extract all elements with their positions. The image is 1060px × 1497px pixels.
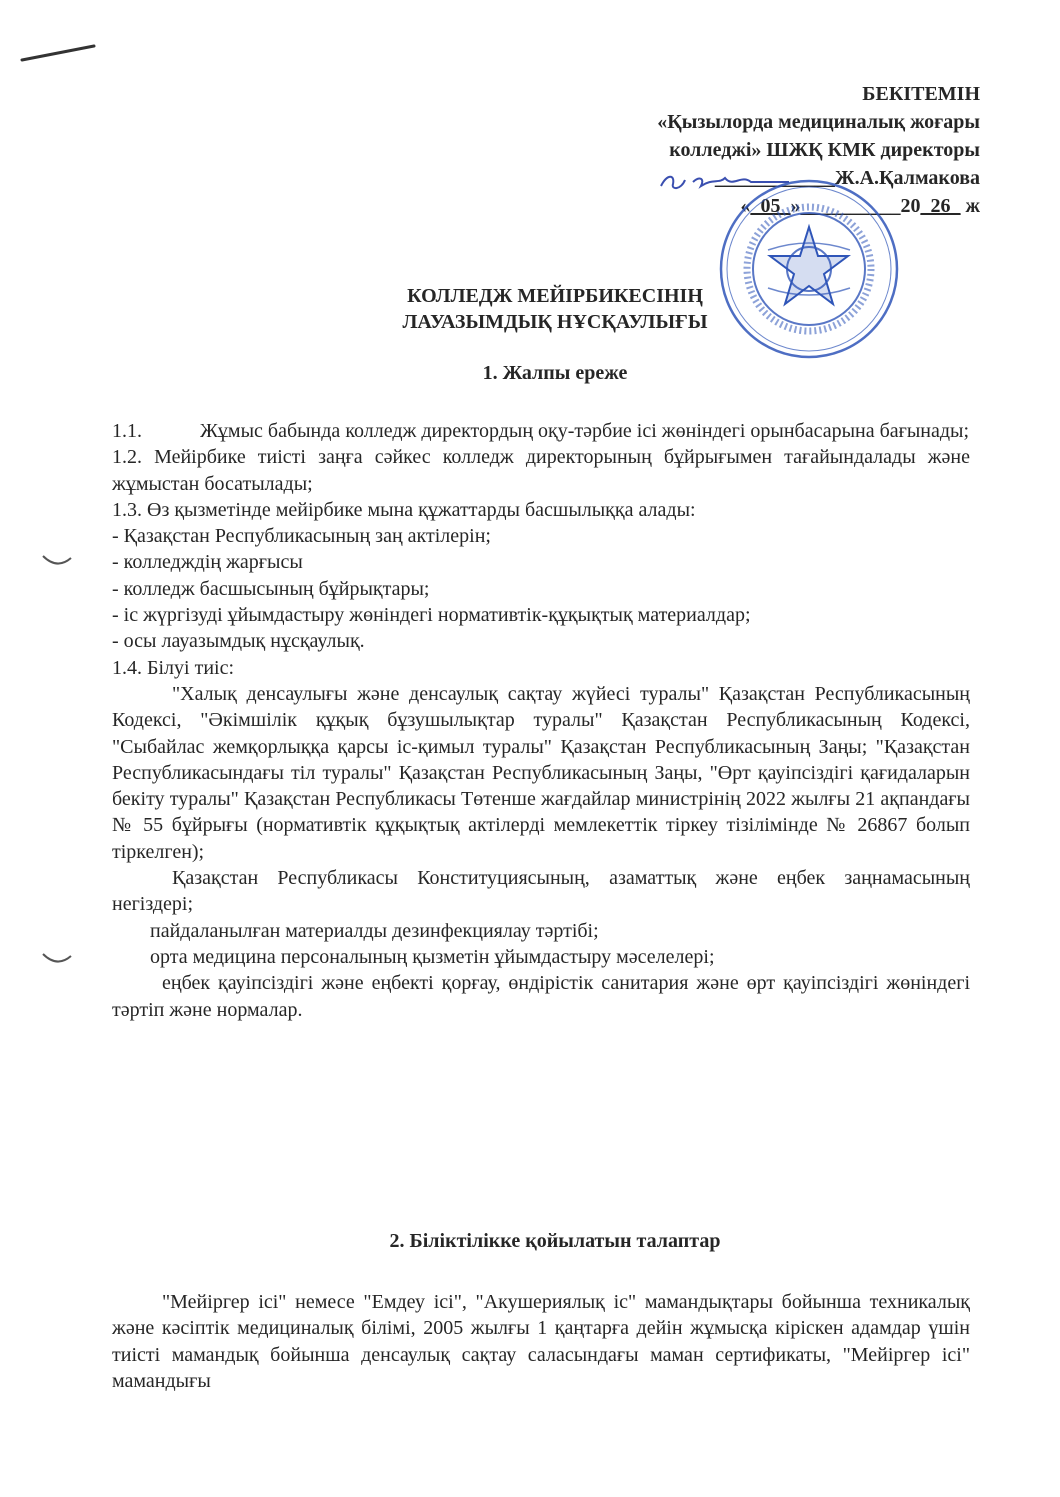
paragraph-disinfection: пайдаланылған материалды дезинфекциялау тәртібі; <box>150 919 599 942</box>
item-1-4: 1.4. Білуі тиіс: <box>112 656 235 679</box>
section-1-body <box>112 418 970 1023</box>
paragraph-staff-organization: орта медицина персоналының қызметін ұйымдастыру мәселелері; <box>150 945 715 968</box>
paragraph-safety: еңбек қауіпсіздігі және еңбекті қорғау, өндірістік санитария және өрт қауіпсіздігі жөніндегі тәртіп және нормалар. <box>112 972 970 1021</box>
section-2-heading: 2. Біліктілікке қойылатын талаптар <box>389 1230 721 1252</box>
section-2-body <box>112 1289 970 1394</box>
signatory-name: Ж.А.Қалмакова <box>834 167 980 189</box>
approval-title: БЕКІТЕМІН <box>862 83 980 105</box>
punch-hole-mark <box>40 550 74 572</box>
paragraph-laws: "Халық денсаулығы және денсаулық сақтау жүйесі туралы" Қазақстан Республикасының Кодексі, "Әкімшілік құқық бұзушылықтар туралы" Қазақстан Республикасының Кодексі, "Сыбайлас жемқорлыққа қарсы іс-қимыл туралы" Қазақстан Республикасының Заңы; "Қазақстан Республикасындағы тіл туралы" Қазақстан Республикасының Заңы, "Өрт қауіпсіздігі қағидаларын бекіту туралы" Қазақстан Республикасы Төтенше жағдайлар министрінің 2022 жылғы 21 ақпандағы № 55 бұйрығы (нормативтік құқықтық актілерді мемлекеттік тіркеу тізілімінде № 26867 болып тіркелген); <box>112 682 970 863</box>
section-1-heading: 1. Жалпы ереже <box>482 362 628 384</box>
approval-organization-line2: колледжі» ШЖҚ КМК директоры <box>669 139 980 161</box>
list-item: - осы лауазымдық нұсқаулық. <box>112 630 365 653</box>
date-suffix: ж <box>965 195 980 217</box>
item-1-3: 1.3. Өз қызметінде мейірбике мына құжаттарды басшылыққа алады: <box>112 498 696 521</box>
date-day: 05 <box>760 195 781 217</box>
approval-signatory-line: ____________Ж.А.Қалмакова <box>714 167 980 189</box>
item-1-1 <box>112 418 970 444</box>
approval-organization-line1: «Қызылорда медициналық жоғары <box>657 111 980 133</box>
paragraph-constitution: Қазақстан Республикасы Конституциясының, азаматтық және еңбек заңнамасының негіздері; <box>112 867 970 916</box>
item-1-1-number: 1.1. <box>112 420 142 442</box>
date-year-prefix: 20 <box>900 195 921 217</box>
date-close-quote: » <box>790 195 801 217</box>
item-1-2: 1.2. Мейірбике тиісті заңға сәйкес колледж директорының бұйрығымен тағайындалады және жұмыстан босатылады; <box>112 446 970 495</box>
punch-hole-mark <box>40 948 74 970</box>
document-title <box>350 283 760 335</box>
list-item: - Қазақстан Республикасының заң актілерін; <box>112 525 491 548</box>
item-1-1-text: Жұмыс бабында колледж директордың оқу-тәрбие ісі жөніндегі орынбасарына бағынады; <box>200 420 970 442</box>
list-item: - колледж басшысының бұйрықтары; <box>112 577 430 600</box>
document-title-line2: ЛАУАЗЫМДЫҚ НҰСҚАУЛЫҒЫ <box>402 311 708 333</box>
list-item: - іс жүргізуді ұйымдастыру жөніндегі нормативтік-құқықтық материалдар; <box>112 604 751 627</box>
date-open-quote: « <box>740 195 751 217</box>
date-year-suffix: 26 <box>930 195 951 217</box>
approval-date-line: «_05_»__________20_26_ ж <box>740 195 980 217</box>
scan-stroke-mark <box>18 38 98 68</box>
list-item: - колледждің жарғысы <box>112 551 303 574</box>
section-2-paragraph: "Мейіргер ісі" немесе "Емдеу ісі", "Акушериялық іс" мамандықтары бойынша техникалық және кәсіптік медициналық білімі, 2005 жылғы 1 қаңтарға дейін жұмысқа кіріскен адамдар үшін тиісті мамандық бойынша денсаулық сақтау саласындағы маман сертификаты, "Мейіргер ісі" мамандығы <box>112 1291 970 1392</box>
document-title-line1: КОЛЛЕДЖ МЕЙІРБИКЕСІНІҢ <box>407 285 703 307</box>
